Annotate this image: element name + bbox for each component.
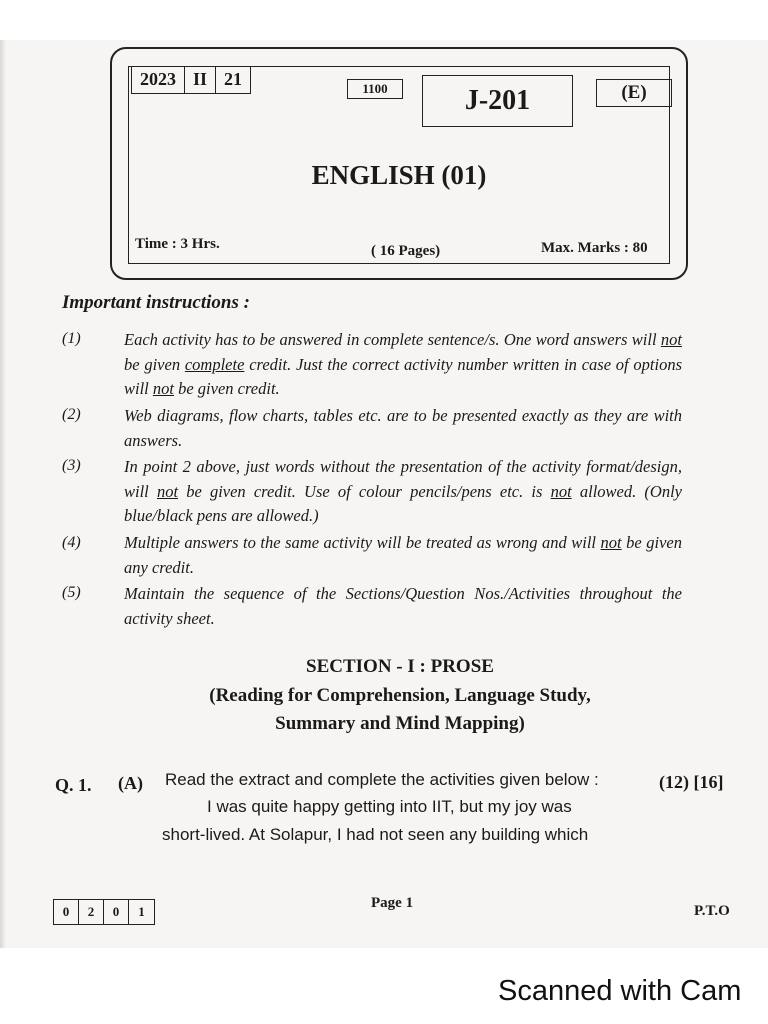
footer-code-digit: 0 [54, 900, 79, 924]
instruction-text-part: credit. Just the correct activity number written in case of options will [124, 354, 682, 398]
instruction-emphasis: not [660, 330, 682, 349]
exam-day: 21 [224, 69, 243, 89]
exam-session: II [185, 67, 216, 93]
pto-label: P.T.O [694, 903, 730, 919]
subject-title: ENGLISH (01) [311, 160, 487, 190]
instruction-number: (5) [62, 584, 81, 601]
footer-code-digit: 2 [79, 900, 104, 924]
exam-code-cells [131, 66, 251, 94]
instruction-emphasis: not [156, 481, 179, 501]
instruction-emphasis: not [152, 379, 174, 398]
page-number: Page 1 [371, 895, 414, 911]
instruction-text [124, 455, 682, 529]
instruction-number: (2) [62, 406, 81, 423]
question-marks: (12) [16] [659, 772, 724, 792]
instruction-number: (1) [62, 330, 81, 347]
instruction-number: (4) [62, 534, 81, 551]
section-subtitle: Summary and Mind Mapping) [275, 713, 525, 734]
paper-code: J-201 [422, 75, 573, 127]
instruction-text [124, 531, 682, 580]
instruction-emphasis: complete [184, 354, 245, 374]
instruction-text-part: be given any credit. [124, 533, 683, 577]
exam-code-small: 1100 [347, 79, 403, 99]
instruction-text-part: be given credit. [173, 379, 280, 398]
instruction-number: (3) [62, 457, 81, 474]
footer-code-digit: 1 [138, 904, 145, 919]
instruction-text-part: Multiple answers to the same activity will be treated as wrong and will [124, 533, 601, 552]
instruction-text-part: be given [124, 354, 185, 374]
instruction-emphasis: not [550, 481, 572, 501]
footer-code-boxes [53, 899, 155, 925]
instruction-text-part: Web diagrams, flow charts, tables etc. are to be presented exactly as they are with answers. [124, 406, 682, 450]
instruction-text-part: be given credit. Use of colour pencils/pens etc. is [178, 481, 551, 501]
question-number: Q. 1. [55, 775, 92, 795]
instruction-text-part: Each activity has to be answered in complete sentence/s. One word answers will [124, 330, 661, 349]
section-title: SECTION - I : PROSE [306, 656, 494, 677]
extract-line: I was quite happy getting into IIT, but my joy was [207, 797, 572, 816]
instructions-heading: Important instructions : [62, 292, 250, 313]
instruction-text-part: Maintain the sequence of the Sections/Question Nos./Activities throughout the activity sheet. [124, 584, 682, 628]
page-count-label: ( 16 Pages) [371, 243, 441, 259]
scanner-watermark: Scanned with Cam [498, 975, 742, 1007]
footer-code-digit: 0 [104, 900, 129, 924]
question-subpart: (A) [118, 773, 143, 793]
question-prompt: Read the extract and complete the activities given below : [165, 770, 599, 789]
medium-code: (E) [596, 79, 672, 107]
instruction-text [124, 328, 682, 402]
section-subtitle: (Reading for Comprehension, Language Study, [209, 685, 591, 706]
instruction-text [124, 582, 682, 631]
exam-year: 2023 [132, 67, 185, 93]
paper-edge-shadow [0, 40, 6, 948]
time-label: Time : 3 Hrs. [135, 236, 220, 252]
extract-line: short-lived. At Solapur, I had not seen any building which [162, 825, 589, 844]
max-marks-label: Max. Marks : 80 [541, 240, 648, 256]
instruction-text [124, 404, 682, 453]
instruction-text-part: allowed. (Only blue/black pens are allowed.) [124, 481, 682, 525]
instruction-emphasis: not [600, 533, 622, 552]
instruction-text-part: In point 2 above, just words without the presentation of the activity format/design, will [124, 457, 682, 501]
